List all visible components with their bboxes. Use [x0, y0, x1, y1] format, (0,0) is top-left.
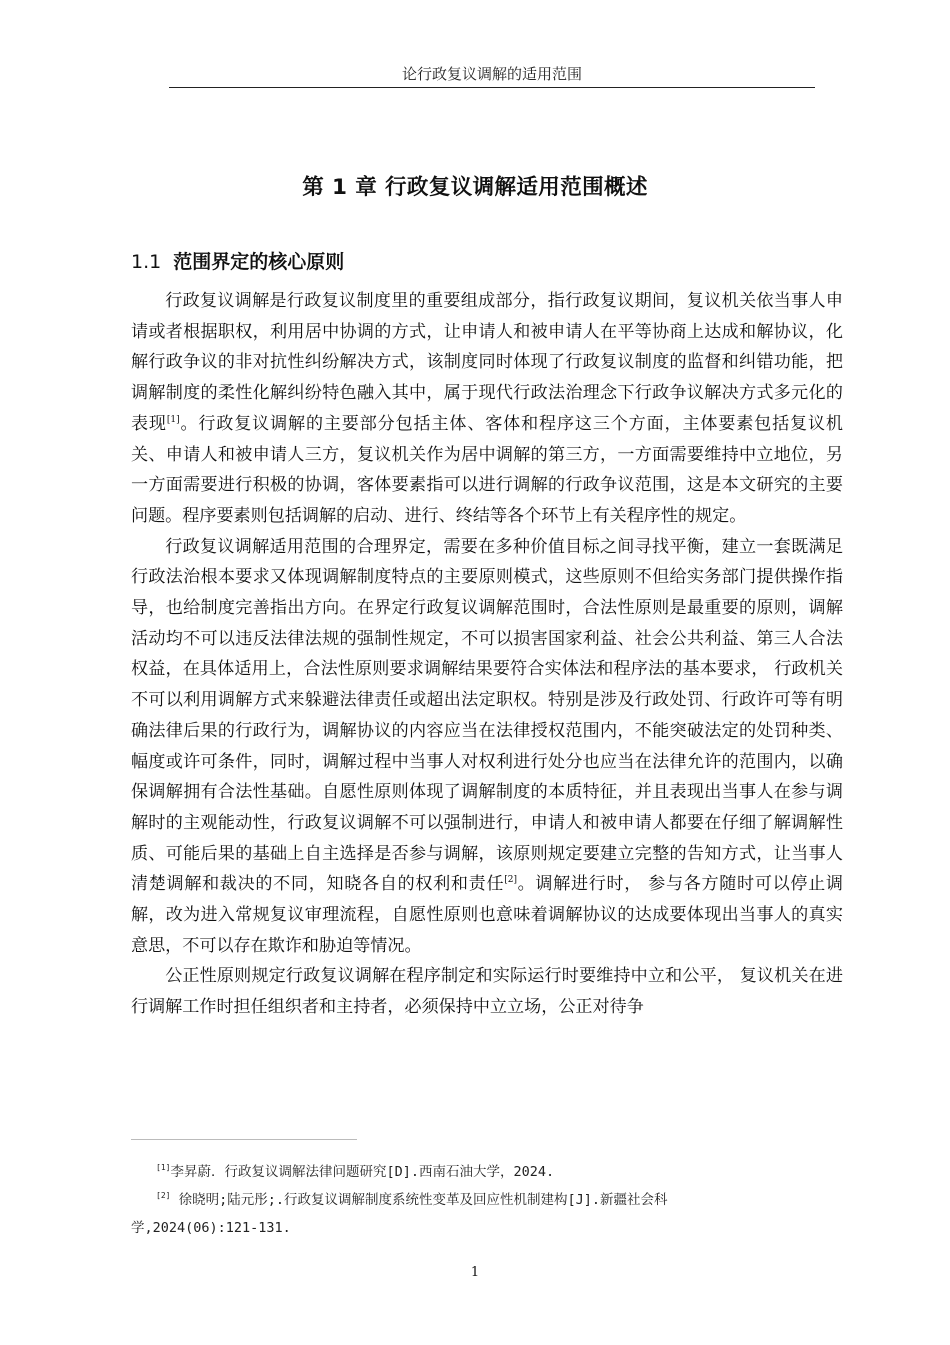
footnote-marker: [2]: [156, 1191, 171, 1200]
paragraph: [131, 961, 843, 1022]
footnote-separator: [131, 1139, 357, 1140]
footnote-continuation: [131, 1214, 843, 1242]
section-heading: [131, 247, 344, 277]
chapter-title: 第 1 章 行政复议调解适用范围概述: [302, 175, 648, 200]
paragraph: [131, 532, 843, 962]
footnote-text: 学,2024(06):121-131.: [131, 1220, 291, 1236]
running-header-title: 论行政复议调解的适用范围: [401, 65, 582, 83]
footnote: [131, 1158, 843, 1186]
paragraph: [131, 286, 843, 532]
section-number: 1.1: [131, 251, 162, 273]
footnote-text: 李昇蔚．行政复议调解法律问题研究[D].西南石油大学，2024.: [170, 1164, 555, 1180]
citation-ref[interactable]: [2]: [504, 875, 517, 886]
footnote-marker: [1]: [156, 1163, 171, 1172]
paragraph-text: 。行政复议调解的主要部分包括主体、客体和程序这三个方面，主体要素包括复议机关、申请人和被申请人三方，复议机关作为居中调解的第三方，一方面需要维持中立地位，另一方面需要进行积极的协调，客体要素指可以进行调解的行政争议范围，这是本文研究的主要问题。程序要素则包括调解的启动、进行、终结等各个环节上有关程序性的规定。: [131, 413, 843, 526]
citation-ref[interactable]: [1]: [166, 414, 180, 425]
paragraph-text: 行政复议调解适用范围的合理界定，需要在多种价值目标之间寻找平衡，建立一套既满足行政法治根本要求又体现调解制度特点的主要原则模式，这些原则不但给实务部门提供操作指导，也给制度完善指出方向。在界定行政复议调解范围时，合法性原则是最重要的原则，调解活动均不可以违反法律法规的强制性规定，不可以损害国家利益、社会公共利益、第三人合法权益，在具体适用上，合法性原则要求调解结果要符合实体法和程序法的基本要求， 行政机关不可以利用调解方式来躲避法律责任或超出法定职权。特别是涉及行政处罚、行政许可等有明确法律后果的行政行为，调解协议的内容应当在法律授权范围内，不能突破法定的处罚种类、幅度或许可条件，同时，调解过程中当事人对权利进行处分也应当在法律允许的范围内，以确保调解拥有合法性基础。自愿性原则体现了调解制度的本质特征，并且表现出当事人在参与调解时的主观能动性，行政复议调解不可以强制进行，申请人和被申请人都要在仔细了解调解性质、可能后果的基础上自主选择是否参与调解，该原则规定要建立完整的告知方式，让当事人清楚调解和裁决的不同，知晓各自的权利和责任: [131, 536, 843, 895]
footnote-text: 徐晓明;陆元彤;.行政复议调解制度系统性变革及回应性机制建构[J].新疆社会科: [170, 1192, 668, 1208]
paragraph-text: 。调解进行时， 参与各方随时可以停止调解，改为进入常规复议审理流程，自愿性原则也意味着调解协议的达成要体现出当事人的真实意思，不可以存在欺诈和胁迫等情况。: [131, 874, 844, 956]
section-title: 范围界定的核心原则: [173, 251, 345, 273]
running-header: [169, 64, 815, 88]
body-text: [131, 286, 843, 1023]
footnote: [131, 1186, 843, 1214]
footnotes: [131, 1158, 843, 1242]
paragraph-text: 行政复议调解是行政复议制度里的重要组成部分，指行政复议期间，复议机关依当事人申请或者根据职权，利用居中协调的方式，让申请人和被申请人在平等协商上达成和解协议，化解行政争议的非对抗性纠纷解决方式，该制度同时体现了行政复议制度的监督和纠错功能，把调解制度的柔性化解纠纷特色融入其中，属于现代行政法治理念下行政争议解决方式多元化的表现: [131, 291, 843, 434]
page-number: 1: [470, 1265, 480, 1280]
paragraph-text: 公正性原则规定行政复议调解在程序制定和实际运行时要维持中立和公平， 复议机关在进行调解工作时担任组织者和主持者，必须保持中立立场，公正对待争: [131, 966, 843, 1018]
